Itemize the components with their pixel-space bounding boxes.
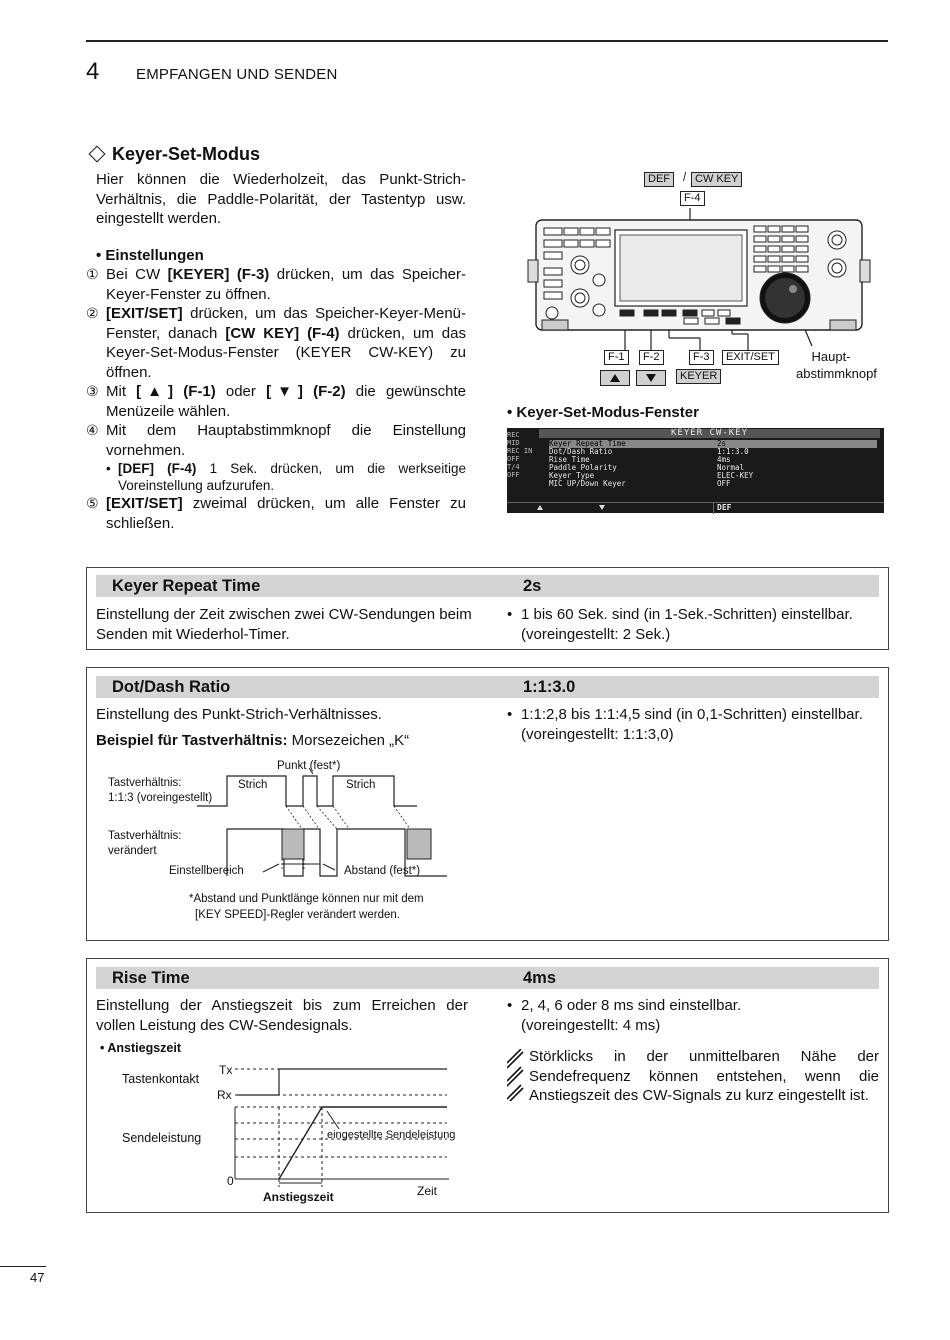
step-text: zweimal drücken, um alle Fenster zu schließen. xyxy=(106,495,466,532)
footnote-line: [KEY SPEED]-Regler verändert werden. xyxy=(195,909,400,921)
step-number: ③ xyxy=(86,383,99,399)
step-list xyxy=(86,265,466,533)
default-text: (voreingestellt: 4 ms) xyxy=(521,1016,661,1034)
rise-diagram-title: • Anstiegszeit xyxy=(100,1041,182,1055)
step-text: drücken, um das Keyer-Set-Modus-Fenster (KEYER CW-KEY) zu öffnen. xyxy=(106,324,466,381)
screen-row-label: Keyer Type xyxy=(549,471,595,480)
step-number: ④ xyxy=(86,422,99,438)
step-1 xyxy=(86,265,466,304)
item-name: Keyer Repeat Time xyxy=(112,577,261,595)
exit-set-key-label: EXIT/SET xyxy=(722,350,779,365)
step-key: [EXIT/SET] xyxy=(106,305,183,322)
step-3 xyxy=(86,382,466,421)
item-range: • 1 bis 60 Sek. sind (in 1-Sek.-Schritten) einstellbar. (voreingestellt: 2 Sek.) xyxy=(507,606,853,643)
f2-key-label: F-2 xyxy=(639,350,664,365)
main-dial-label-line: abstimmknopf xyxy=(796,366,877,381)
step-text: drücken, um das Speicher-Keyer-Fenster zu öffnen. xyxy=(106,266,467,303)
item-value: 1:1:3.0 xyxy=(523,678,576,696)
key-separator: / xyxy=(683,172,687,184)
screen-row-label: Paddle Polarity xyxy=(549,463,617,472)
step-text: 1 Sek. drücken, um die werkseitige Voreinstellung aufzurufen. xyxy=(118,461,466,493)
up-triangle-icon xyxy=(610,374,620,382)
section-intro: Hier können die Wiederholzeit, das Punkt-Strich-Verhältnis, die Paddle-Polarität, der Tastentyp usw. eingestellt werden. xyxy=(96,171,466,227)
diagram-label-line: Tastverhältnis: xyxy=(108,830,182,842)
screen-row xyxy=(549,480,877,488)
screen-row-value: ELEC-KEY xyxy=(717,471,754,480)
rise-label-zeit: Zeit xyxy=(417,1184,438,1198)
diagram-label-strich-1: Strich xyxy=(238,779,268,791)
chapter-number: 4 xyxy=(86,58,100,85)
diagram-footnote xyxy=(189,891,424,923)
rise-label-eingestellte: eingestellte Sendeleistung xyxy=(327,1129,456,1141)
section-title-text: Keyer-Set-Modus xyxy=(112,144,261,164)
step-number: ② xyxy=(86,305,99,321)
screen-row xyxy=(549,448,877,456)
note-text: Störklicks in der unmittelbaren Nähe der Sendefrequenz können entstehen, wenn die Anstiegszeit des CW-Signals zu kurz eingestellt ist. xyxy=(529,1048,879,1104)
step-text: Bei CW xyxy=(106,266,168,283)
screen-rows xyxy=(549,440,877,488)
item-name: Dot/Dash Ratio xyxy=(112,678,231,696)
chapter-title: EMPFANGEN UND SENDEN xyxy=(136,66,338,83)
screen-def-label: DEF xyxy=(717,503,732,512)
diagram-label-line: verändert xyxy=(108,845,157,857)
screen-row-value: 2s xyxy=(717,439,727,448)
item-description: Einstellung des Punkt-Strich-Verhältnisses. xyxy=(96,706,382,723)
screen-caption: • Keyer-Set-Modus-Fenster xyxy=(507,404,699,421)
step-text: Mit dem Hauptabstimmknopf die Einstellung vornehmen. xyxy=(106,422,466,459)
settings-heading: • Einstellungen xyxy=(96,247,204,264)
range-text: 1 bis 60 Sek. sind (in 1-Sek.-Schritten) einstellbar. xyxy=(521,606,853,623)
screen-row-label: MIC UP/Down Keyer xyxy=(549,479,626,488)
step-text: Mit xyxy=(106,383,137,400)
step-text: die gewünschte Menüzeile wählen. xyxy=(106,383,466,420)
item-range: • 2, 4, 6 oder 8 ms sind einstellbar. (voreingestellt: 4 ms) xyxy=(507,997,742,1034)
diamond-icon xyxy=(89,146,106,163)
example-text xyxy=(96,731,481,751)
screen-row-value: Normal xyxy=(717,463,745,472)
rise-label-tx: Tx xyxy=(219,1063,233,1077)
step-key: [CW KEY] (F-4) xyxy=(225,324,340,342)
rise-label-tastenkontakt: Tastenkontakt xyxy=(122,1072,200,1086)
screen-row-label: Keyer Repeat Time xyxy=(549,439,626,448)
def-key-label: DEF xyxy=(644,172,674,187)
f1-up-key xyxy=(600,370,630,386)
item-value: 2s xyxy=(523,577,542,595)
main-dial-label-line: Haupt- xyxy=(811,349,851,364)
step-text: drücken, um das Speicher-Keyer-Menü-Fenster, danach xyxy=(106,305,466,342)
item-rise-time xyxy=(86,958,889,1213)
screen-row-label: Dot/Dash Ratio xyxy=(549,447,613,456)
page-number-text: 47 xyxy=(30,1270,45,1285)
up-triangle-icon xyxy=(537,505,543,510)
item-header xyxy=(96,967,879,989)
diagram-label-strich-2: Strich xyxy=(346,779,376,791)
side-label: REC xyxy=(507,431,520,439)
step-key: [DEF] (F-4) xyxy=(118,461,197,476)
down-triangle-icon xyxy=(646,374,656,382)
diagram-label-changed xyxy=(108,829,182,859)
step-key: [▲] (F-1) xyxy=(136,383,216,400)
side-label: OFF xyxy=(507,471,520,479)
step-number: ⑤ xyxy=(86,495,99,511)
item-description: Einstellung der Anstiegszeit bis zum Erreichen der vollen Leistung des CW-Sendesignals. xyxy=(96,997,468,1034)
section-title xyxy=(88,144,260,165)
cw-key-label: CW KEY xyxy=(691,172,742,187)
side-label: REC IN xyxy=(507,447,533,455)
rise-time-note xyxy=(507,1047,879,1106)
rise-label-zero: 0 xyxy=(227,1174,234,1188)
f2-down-key xyxy=(636,370,666,386)
screen-row-value: 4ms xyxy=(717,455,731,464)
diagram-label-line: 1:1:3 (voreingestellt) xyxy=(108,792,213,804)
default-text: (voreingestellt: 1:1:3,0) xyxy=(521,725,674,743)
header-rule xyxy=(86,40,888,42)
rise-label-sendeleistung: Sendeleistung xyxy=(122,1131,202,1145)
diagram-label-default xyxy=(108,776,212,806)
item-value: 4ms xyxy=(523,969,557,987)
item-dot-dash-ratio xyxy=(86,667,889,941)
step-text: oder xyxy=(215,383,267,400)
step-number: ① xyxy=(86,266,99,282)
range-text: 2, 4, 6 oder 8 ms sind einstellbar. xyxy=(521,997,742,1014)
item-name: Rise Time xyxy=(112,969,190,987)
side-label: T/4 xyxy=(507,463,520,471)
step-2 xyxy=(86,304,466,382)
keyer-key-label: KEYER xyxy=(676,369,721,384)
item-description: Einstellung der Zeit zwischen zwei CW-Sendungen beim Senden mit Wiederhol-Timer. xyxy=(96,606,472,643)
rise-label-rx: Rx xyxy=(217,1088,232,1102)
diagram-label-line: Tastverhältnis: xyxy=(108,777,182,789)
step-key: [KEYER] (F-3) xyxy=(167,266,270,283)
screen-title: KEYER CW-KEY xyxy=(539,429,880,438)
f1-key-label: F-1 xyxy=(604,350,629,365)
example-value: Morsezeichen „K“ xyxy=(287,732,410,749)
diagram-label-punkt: Punkt (fest*) xyxy=(277,760,341,772)
diagram-label-einstellbereich: Einstellbereich xyxy=(169,865,244,877)
rise-label-anstiegszeit: Anstiegszeit xyxy=(263,1190,334,1204)
default-text: (voreingestellt: 2 Sek.) xyxy=(521,625,671,643)
step-5 xyxy=(86,494,466,533)
range-text: 1:1:2,8 bis 1:1:4,5 sind (in 0,1-Schritten) einstellbar. xyxy=(521,706,863,723)
footnote-line: *Abstand und Punktlänge können nur mit dem xyxy=(189,893,424,905)
main-dial-label xyxy=(796,348,877,382)
screen-row-value: OFF xyxy=(717,479,731,488)
step-4 xyxy=(86,421,466,460)
item-header xyxy=(96,676,879,698)
screen-row-label: Rise Time xyxy=(549,455,590,464)
substep-def xyxy=(106,460,466,494)
side-label: OFF xyxy=(507,455,520,463)
diagram-label-abstand: Abstand (fest*) xyxy=(344,865,421,877)
step-key: [▼] (F-2) xyxy=(266,383,346,400)
screen-row xyxy=(549,464,877,472)
keyer-set-mode-screen xyxy=(507,428,884,513)
f3-key-label: F-3 xyxy=(689,350,714,365)
f4-key-label: F-4 xyxy=(680,191,705,206)
down-triangle-icon xyxy=(599,505,605,510)
step-key: [EXIT/SET] xyxy=(106,495,183,512)
rise-time-diagram xyxy=(227,1059,457,1194)
screen-side-labels xyxy=(507,431,537,479)
screen-row-value: 1:1:3.0 xyxy=(717,447,749,456)
item-keyer-repeat-time xyxy=(86,567,889,650)
example-label: Beispiel für Tastverhältnis: xyxy=(96,732,288,749)
screen-footer xyxy=(507,502,884,514)
page-number-rule xyxy=(0,1266,46,1267)
item-header xyxy=(96,575,879,597)
side-label: MID xyxy=(507,439,520,447)
bullet: • xyxy=(106,461,111,476)
radio-figure xyxy=(500,168,880,388)
item-range: • 1:1:2,8 bis 1:1:4,5 sind (in 0,1-Schritten) einstellbar. (voreingestellt: 1:1:3,0) xyxy=(507,706,863,743)
note-hatch-icon xyxy=(507,1049,525,1101)
